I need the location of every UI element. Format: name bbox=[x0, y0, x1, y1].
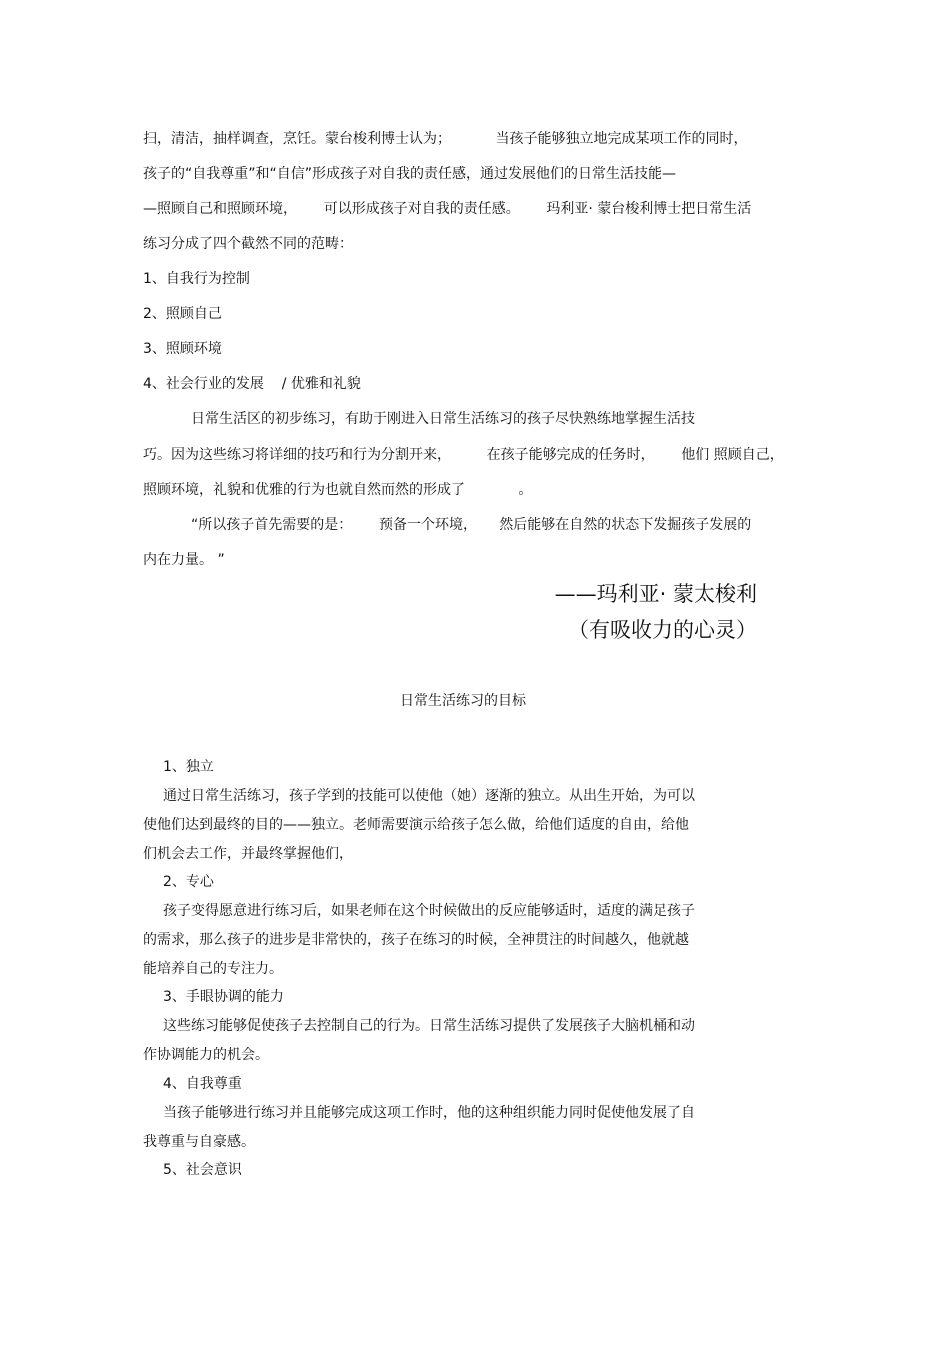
goal-heading-5: 5、社会意识 bbox=[163, 1162, 242, 1178]
quote-source: （有吸收力的心灵） bbox=[568, 618, 757, 642]
para-line-2: 巧。因为这些练习将详细的技巧和行为分割开来， 在孩子能够完成的任务时， 他们 照顾自己， bbox=[143, 447, 784, 463]
goal-1-line-1: 通过日常生活练习，孩子学到的技能可以使他（她）逐渐的独立。从出生开始，为可以 bbox=[163, 788, 695, 804]
goal-heading-2: 2、专心 bbox=[163, 874, 214, 890]
quote-line-2: 内在力量。 ” bbox=[143, 552, 225, 568]
goal-1-line-2: 使他们达到最终的目的——独立。老师需要演示给孩子怎么做，给他们适度的自由，给他 bbox=[143, 817, 689, 833]
section-title: 日常生活练习的目标 bbox=[400, 693, 526, 709]
goal-1-line-3: 们机会去工作，并最终掌握他们， bbox=[143, 846, 353, 862]
goal-3-line-2: 作协调能力的机会。 bbox=[143, 1047, 269, 1063]
goal-2-line-1: 孩子变得愿意进行练习后，如果老师在这个时候做出的反应能够适时，适度的满足孩子 bbox=[163, 903, 695, 919]
goal-heading-1: 1、独立 bbox=[163, 759, 214, 775]
quote-author: ——玛利亚· 蒙太梭利 bbox=[554, 582, 757, 606]
para-line-3: 照顾环境，礼貌和优雅的行为也就自然而然的形成了 。 bbox=[143, 482, 533, 498]
goal-2-line-3: 能培养自己的专注力。 bbox=[143, 961, 283, 977]
goal-4-line-2: 我尊重与自豪感。 bbox=[143, 1134, 255, 1150]
intro-line-4: 练习分成了四个截然不同的范畴： bbox=[143, 236, 353, 252]
intro-line-1: 扫，清洁，抽样调查，烹饪。蒙台梭利博士认为； 当孩子能够独立地完成某项工作的同时， bbox=[143, 131, 748, 147]
category-item-1: 1、自我行为控制 bbox=[143, 271, 250, 287]
goal-heading-3: 3、手眼协调的能力 bbox=[163, 989, 284, 1005]
goal-3-line-1: 这些练习能够促使孩子去控制自己的行为。日常生活练习提供了发展孩子大脑机桶和动 bbox=[163, 1018, 695, 1034]
category-item-2: 2、照顾自己 bbox=[143, 306, 222, 322]
intro-line-2: 孩子的“自我尊重”和“自信”形成孩子对自我的责任感，通过发展他们的日常生活技能— bbox=[143, 166, 677, 182]
goal-4-line-1: 当孩子能够进行练习并且能够完成这项工作时，他的这种组织能力同时促使他发展了自 bbox=[163, 1105, 695, 1121]
goal-2-line-2: 的需求，那么孩子的进步是非常快的，孩子在练习的时候，全神贯注的时间越久，他就越 bbox=[143, 932, 689, 948]
goal-heading-4: 4、自我尊重 bbox=[163, 1076, 242, 1092]
para-line-1: 日常生活区的初步练习，有助于刚进入日常生活练习的孩子尽快熟练地掌握生活技 bbox=[191, 411, 695, 427]
category-item-4: 4、社会行业的发展 / 优雅和礼貌 bbox=[143, 376, 361, 392]
quote-line-1: “所以孩子首先需要的是： 预备一个环境， 然后能够在自然的状态下发掘孩子发展的 bbox=[191, 517, 752, 533]
intro-line-3: —照顾自己和照顾环境， 可以形成孩子对自我的责任感。 玛利亚· 蒙台梭利博士把日常生活 bbox=[143, 201, 752, 217]
category-item-3: 3、照顾环境 bbox=[143, 341, 222, 357]
